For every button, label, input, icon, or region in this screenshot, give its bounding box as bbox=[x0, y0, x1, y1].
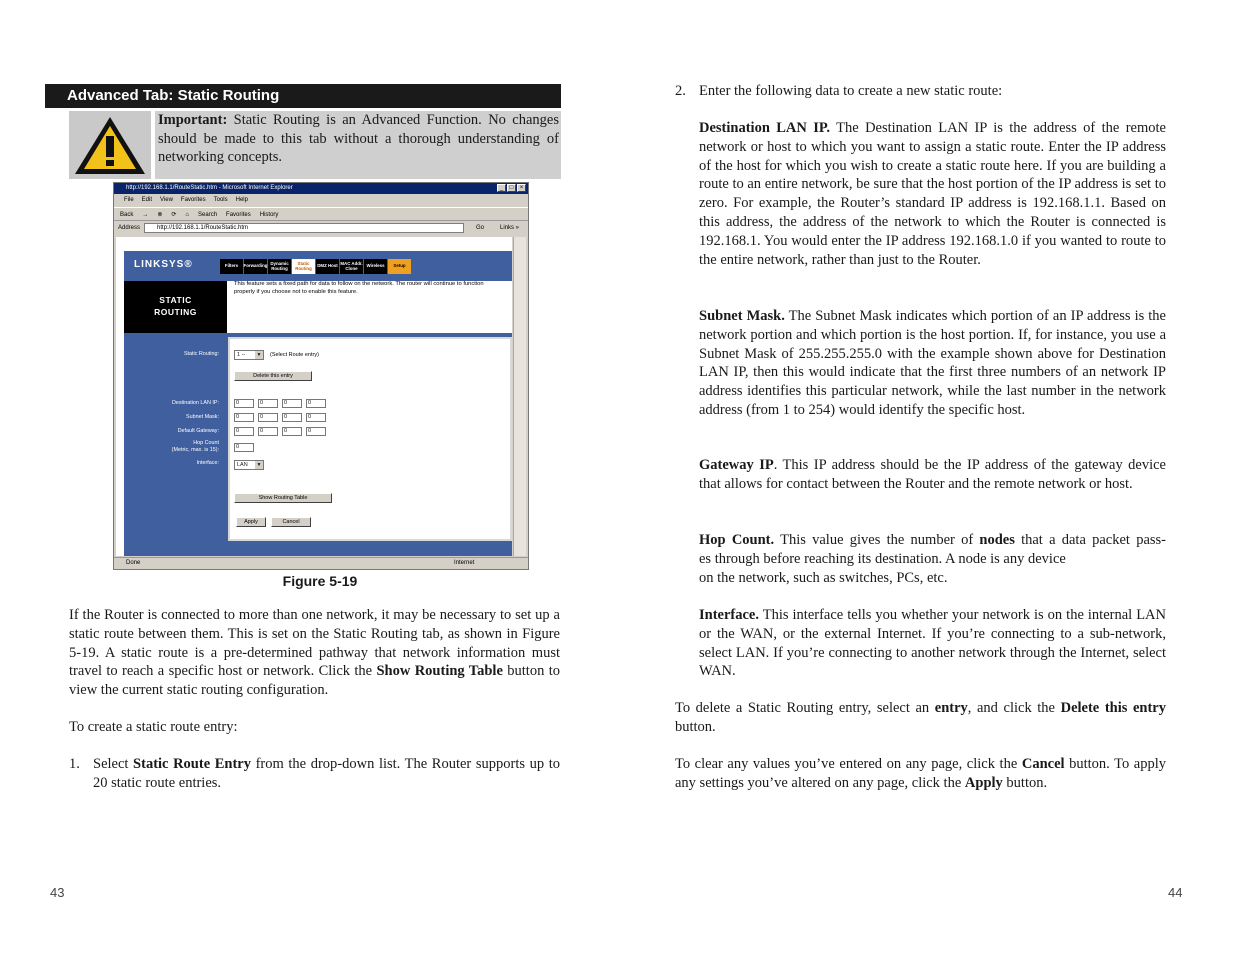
browser-menu-bar bbox=[114, 195, 528, 206]
cancel-button[interactable]: Cancel bbox=[271, 517, 311, 527]
hop-count-label: Hop Count bbox=[193, 440, 219, 446]
intro-paragraph bbox=[69, 606, 560, 700]
subnet-mask-label: Subnet Mask: bbox=[186, 414, 219, 420]
step-2 bbox=[675, 82, 1166, 101]
hop-count-line2: es through before reaching its destination. A node is any device bbox=[699, 550, 1066, 567]
route-entry-select[interactable] bbox=[234, 350, 264, 360]
dest-lan-ip-text: The Destination LAN IP is the address of the remote network or host to which you want to assign a static route. Enter the IP address of the host for which you wish to create a static route here. If you are building a route to an entire network, be sure that the host portion of the IP address is set to zero. For example, the Router’s standard IP address is 192.168.1.1. Based on this address, the address of the network to which the Router is connected is 192.168.1. You would enter the IP address 192.168.1.0 if you wanted to route to the entire network, rather than just to the Router. bbox=[699, 120, 1166, 268]
subnet-mask-paragraph bbox=[699, 307, 1166, 420]
create-entry-heading: To create a static route entry: bbox=[69, 719, 238, 735]
important-callout bbox=[69, 111, 561, 179]
hop-count-input[interactable]: 0 bbox=[234, 443, 254, 452]
menu-favorites[interactable]: Favorites bbox=[180, 197, 206, 203]
forward-icon[interactable]: → bbox=[142, 212, 149, 218]
tab-setup[interactable]: Setup bbox=[388, 259, 411, 274]
hop-count-line3: on the network, such as switches, PCs, etc. bbox=[699, 569, 948, 586]
interface-term: Interface. bbox=[699, 607, 759, 623]
gateway-octet-1[interactable]: 0 bbox=[234, 427, 254, 436]
step-1-pre: Select bbox=[93, 756, 134, 772]
dest-ip-octet-3[interactable]: 0 bbox=[282, 399, 302, 408]
linksys-tabs bbox=[220, 259, 411, 274]
back-button[interactable]: Back bbox=[120, 212, 134, 218]
hop-count-pre: This value gives the number of bbox=[774, 532, 980, 548]
page-heading bbox=[124, 281, 227, 333]
interface-value: LAN bbox=[237, 462, 248, 468]
gateway-ip-term: Gateway IP bbox=[699, 457, 774, 473]
important-body: Static Routing is an Advanced Function. No changes should be made to this tab without a thorough understanding of networking concepts. bbox=[158, 112, 559, 165]
address-input[interactable]: http://192.168.1.1/RouteStatic.htm bbox=[144, 223, 464, 233]
status-done: Done bbox=[126, 560, 141, 566]
tab-dmz-host[interactable]: DMZ Host bbox=[316, 259, 339, 274]
favorites-button[interactable]: Favorites bbox=[226, 212, 251, 218]
clear-tail: button. bbox=[1002, 774, 1048, 791]
clear-apply-paragraph bbox=[675, 755, 1166, 793]
menu-file[interactable]: File bbox=[124, 197, 134, 203]
interface-text: This interface tells you whether your network is on the internal LAN or the WAN, or the external Internet. If you’re connecting to a sub-network, select LAN. If you’re connecting to another network through the Internet, select WAN. bbox=[699, 607, 1166, 680]
interface-label: Interface: bbox=[196, 460, 219, 466]
step-1-number: 1. bbox=[69, 756, 80, 772]
clear-mid: button. To apply any settings you’ve altered on any page, click the bbox=[675, 756, 1166, 791]
feature-description: This feature sets a fixed path for data to follow on the network. The router will continue to function properly if you choose not to enable this feature. bbox=[234, 281, 484, 295]
delete-entry-paragraph bbox=[675, 699, 1166, 737]
delete-mid: , and click the bbox=[967, 700, 1061, 716]
dest-lan-ip-paragraph bbox=[699, 119, 1166, 269]
clear-bold-apply: Apply bbox=[964, 774, 1003, 791]
gateway-octet-3[interactable]: 0 bbox=[282, 427, 302, 436]
interface-select[interactable] bbox=[234, 460, 264, 470]
tab-mac-clone[interactable]: MAC Addr. Clone bbox=[340, 259, 363, 274]
page-heading-line1: STATIC bbox=[159, 295, 192, 305]
important-text bbox=[155, 111, 561, 179]
history-button[interactable]: History bbox=[259, 212, 279, 218]
mask-octet-2[interactable]: 0 bbox=[258, 413, 278, 422]
subnet-mask-text: The Subnet Mask indicates which portion of an IP address is the network portion and which portion is the host portion. If, for instance, you use a Subnet Mask of 255.255.255.0 with the example shown above for Destination LAN IP, then this would indicate that the first three numbers of an network IP address identifies this particular network, while the last number in the network address (from 1 to 254) would identify the specific host. bbox=[699, 308, 1166, 418]
linksys-header bbox=[124, 251, 512, 281]
dest-lan-ip-label: Destination LAN IP: bbox=[171, 400, 219, 406]
home-icon[interactable]: ⌂ bbox=[185, 212, 190, 218]
delete-pre: To delete a Static Routing entry, select an bbox=[675, 700, 935, 716]
delete-entry-button[interactable]: Delete this entry bbox=[234, 371, 312, 381]
search-button[interactable]: Search bbox=[198, 212, 218, 218]
status-bar bbox=[114, 557, 528, 569]
step-2-text: Enter the following data to create a new static route: bbox=[699, 83, 1003, 99]
page-number-right: 44 bbox=[1168, 885, 1183, 900]
hop-count-paragraph bbox=[699, 531, 1166, 587]
dest-lan-ip-term: Destination LAN IP. bbox=[699, 120, 831, 136]
gateway-ip-paragraph bbox=[699, 456, 1166, 494]
dest-ip-octet-1[interactable]: 0 bbox=[234, 399, 254, 408]
hop-count-nodes: nodes bbox=[979, 532, 1015, 548]
linksys-logo: LINKSYS® bbox=[134, 259, 193, 270]
delete-bold-button: Delete this entry bbox=[1060, 700, 1166, 716]
minimize-icon[interactable]: _ bbox=[497, 184, 506, 192]
dest-ip-octet-2[interactable]: 0 bbox=[258, 399, 278, 408]
default-gateway-label: Default Gateway: bbox=[177, 428, 219, 434]
tab-forwarding[interactable]: Forwarding bbox=[244, 259, 267, 274]
browser-toolbar bbox=[114, 207, 528, 221]
window-title: http://192.168.1.1/RouteStatic.htm - Microsoft Internet Explorer bbox=[126, 185, 293, 191]
menu-tools[interactable]: Tools bbox=[213, 197, 228, 203]
step-1-bold: Static Route Entry bbox=[133, 756, 251, 772]
step-1 bbox=[69, 755, 560, 793]
figure-caption: Figure 5-19 bbox=[282, 573, 358, 589]
menu-help[interactable]: Help bbox=[235, 197, 248, 203]
hop-count-term: Hop Count. bbox=[699, 532, 775, 548]
mask-octet-3[interactable]: 0 bbox=[282, 413, 302, 422]
delete-tail: button. bbox=[675, 718, 716, 735]
mask-octet-1[interactable]: 0 bbox=[234, 413, 254, 422]
tab-filters[interactable]: Filters bbox=[220, 259, 243, 274]
select-route-hint: (Select Route entry) bbox=[270, 352, 319, 358]
tab-wireless[interactable]: Wireless bbox=[364, 259, 387, 274]
hop-count-metric-label: (Metric, max. is 15): bbox=[171, 447, 219, 453]
intro-text: If the Router is connected to more than one network, it may be necessary to set up a static route between them. This is set on the Static Routing tab, as shown in Figure 5-19. A static route is a pre-determined pathway that network information must travel to reach a specific host or network. Click the bbox=[69, 607, 560, 680]
tab-dynamic-routing[interactable]: Dynamic Routing bbox=[268, 259, 291, 274]
browser-title-bar bbox=[114, 183, 528, 194]
clear-bold-cancel: Cancel bbox=[1021, 756, 1065, 772]
refresh-icon[interactable]: ⟳ bbox=[171, 212, 177, 218]
step-2-number: 2. bbox=[675, 83, 686, 99]
mask-octet-4[interactable]: 0 bbox=[306, 413, 326, 422]
dest-ip-octet-4[interactable]: 0 bbox=[306, 399, 326, 408]
menu-view[interactable]: View bbox=[160, 197, 173, 203]
maximize-icon[interactable]: □ bbox=[507, 184, 516, 192]
scrollbar[interactable] bbox=[513, 237, 526, 556]
status-zone: Internet bbox=[454, 560, 475, 566]
delete-bold-entry: entry bbox=[934, 700, 968, 716]
hop-count-line1-tail: that a data packet pass- bbox=[1014, 532, 1166, 548]
static-routing-label: Static Routing: bbox=[183, 351, 219, 357]
page-heading-line2: ROUTING bbox=[154, 307, 197, 317]
tab-static-routing[interactable]: Static Routing bbox=[292, 259, 315, 274]
links-button[interactable]: Links » bbox=[500, 225, 520, 231]
section-title: Advanced Tab: Static Routing bbox=[45, 84, 561, 108]
show-routing-table-button[interactable]: Show Routing Table bbox=[234, 493, 332, 503]
address-bar bbox=[114, 222, 528, 235]
route-form bbox=[228, 337, 512, 541]
chevron-down-icon: ▼ bbox=[256, 462, 262, 468]
menu-edit[interactable]: Edit bbox=[141, 197, 153, 203]
figure-screenshot bbox=[113, 182, 529, 570]
gateway-ip-text: . This IP address should be the IP address of the gateway device that allows for contact between the Router and the remote network or host. bbox=[699, 457, 1166, 492]
hop-count-line1 bbox=[699, 531, 1166, 550]
address-label: Address bbox=[118, 225, 141, 231]
intro-bold: Show Routing Table bbox=[376, 663, 503, 680]
chevron-down-icon: ▼ bbox=[256, 352, 262, 358]
route-entry-value: 1 -- bbox=[237, 352, 246, 358]
gateway-octet-2[interactable]: 0 bbox=[258, 427, 278, 436]
go-button[interactable]: Go bbox=[476, 225, 485, 231]
warning-icon bbox=[69, 111, 151, 179]
apply-button[interactable]: Apply bbox=[236, 517, 266, 527]
subnet-mask-term: Subnet Mask. bbox=[699, 308, 785, 324]
clear-pre: To clear any values you’ve entered on any page, click the bbox=[675, 756, 1022, 772]
intro-tail: button to view the current static routing configuration. bbox=[69, 663, 560, 699]
gateway-octet-4[interactable]: 0 bbox=[306, 427, 326, 436]
stop-icon[interactable]: ⊗ bbox=[157, 212, 163, 218]
close-icon[interactable]: × bbox=[517, 184, 526, 192]
interface-paragraph bbox=[699, 606, 1166, 681]
step-1-tail: from the drop-down list. The Router supports up to 20 static route entries. bbox=[93, 756, 560, 791]
browser-content bbox=[116, 237, 512, 556]
step-1-text bbox=[93, 755, 560, 793]
page-number-left: 43 bbox=[50, 885, 65, 900]
important-label: Important: bbox=[158, 112, 228, 128]
